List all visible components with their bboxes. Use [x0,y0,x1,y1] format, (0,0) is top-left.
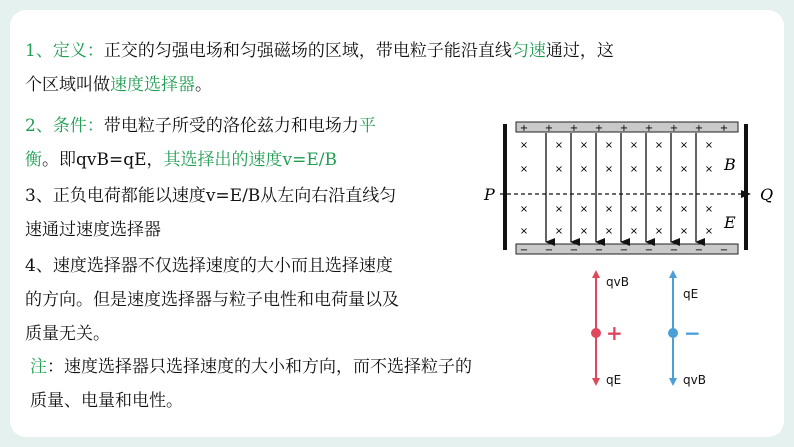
point-4-line-3: 质量无关。 [25,324,110,344]
magnetic-field-mark: × [579,204,589,215]
plate-plus-sign: + [694,123,704,134]
plate-minus-sign: − [594,245,604,256]
note [30,350,472,418]
label-e: E [724,213,736,232]
positive-sign: + [606,321,623,345]
negative-up-label: qE [683,287,699,301]
point-1 [25,34,614,102]
magnetic-field-mark: × [604,140,614,151]
point-3 [25,179,396,247]
point-4-line-1: 4、速度选择器不仅选择速度的大小而且选择速度 [25,256,393,276]
magnetic-field-mark: × [679,164,689,175]
magnetic-field-mark: × [519,204,529,215]
plate-minus-sign: − [694,245,704,256]
plate-plus-sign: + [669,123,679,134]
velocity-selector-diagram [482,116,782,260]
point-1-prefix: 1、定义： [25,41,104,61]
point-2-highlight-b: 衡 [25,150,42,170]
magnetic-field-mark: × [704,140,714,151]
magnetic-field-mark: × [554,164,564,175]
magnetic-field-mark: × [604,226,614,237]
left-boundary-bar [503,124,507,250]
plate-plus-sign: + [644,123,654,134]
plate-minus-sign: − [719,245,729,256]
plate-minus-sign: − [519,245,529,256]
plate-plus-sign: + [619,123,629,134]
note-colon: ： [47,357,64,377]
note-line-2: 质量、电量和电性。 [30,391,183,411]
negative-sign: − [684,321,701,345]
point-1-text-b: 通过，这 [545,41,614,61]
magnetic-field-mark: × [519,226,529,237]
label-b: B [724,155,736,174]
label-p: P [484,185,495,204]
point-3-line-2: 速通过速度选择器 [25,220,161,240]
magnetic-field-mark: × [679,204,689,215]
negative-down-label: qvB [683,373,706,387]
note-line-1 [30,350,472,384]
plate-minus-sign: − [544,245,554,256]
magnetic-field-mark: × [554,226,564,237]
point-2-line-1 [25,109,376,143]
point-2-prefix: 2、条件： [25,116,104,136]
plate-plus-sign: + [719,123,729,134]
plate-plus-sign: + [519,123,529,134]
point-4-line-2: 的方向。但是速度选择器与粒子电性和电荷量以及 [25,290,399,310]
plate-plus-sign: + [569,123,579,134]
magnetic-field-mark: × [654,226,664,237]
force-diagram [578,268,718,388]
plate-minus-sign: − [619,245,629,256]
point-2-highlight-c: 其选择出的速度v=E/B [163,150,337,170]
magnetic-field-mark: × [604,204,614,215]
positive-up-label: qvB [606,275,629,289]
magnetic-field-mark: × [704,226,714,237]
plate-minus-sign: − [644,245,654,256]
point-3-line-1: 3、正负电荷都能以速度v=E/B从左向右沿直线匀 [25,186,397,206]
magnetic-field-mark: × [579,226,589,237]
magnetic-field-mark: × [629,140,639,151]
magnetic-field-mark: × [679,140,689,151]
note-text-a: 速度选择器只选择速度的大小和方向，而不选择粒子的 [64,357,472,377]
magnetic-field-mark: × [654,204,664,215]
magnetic-field-mark: × [704,204,714,215]
point-2 [25,109,376,177]
point-2-text-a: 带电粒子所受的洛伦兹力和电场力 [103,116,359,136]
magnetic-field-mark: × [654,140,664,151]
label-q: Q [760,185,774,204]
plate-minus-sign: − [569,245,579,256]
magnetic-field-mark: × [579,140,589,151]
point-4 [25,249,399,351]
magnetic-field-mark: × [604,164,614,175]
plate-plus-sign: + [544,123,554,134]
magnetic-field-mark: × [579,164,589,175]
point-1-text-d: 。 [195,75,212,95]
negative-charge-dot [668,328,678,338]
point-1-highlight-selector: 速度选择器 [110,75,195,95]
point-1-highlight-uniform: 匀速 [511,41,546,61]
plate-plus-sign: + [594,123,604,134]
slide [10,10,784,437]
magnetic-field-mark: × [554,204,564,215]
magnetic-field-mark: × [629,226,639,237]
right-boundary-bar [744,124,748,250]
magnetic-field-mark: × [629,204,639,215]
magnetic-field-mark: × [554,140,564,151]
magnetic-field-mark: × [654,164,664,175]
magnetic-field-mark: × [704,164,714,175]
magnetic-field-mark: × [519,140,529,151]
point-2-line-2 [25,143,376,177]
magnetic-field-mark: × [679,226,689,237]
magnetic-field-mark: × [629,164,639,175]
positive-charge-dot [591,328,601,338]
point-1-text-a: 正交的匀强电场和匀强磁场的区域，带电粒子能沿直线 [103,41,512,61]
point-2-highlight-a: 平 [358,116,376,136]
point-1-line-1 [25,34,614,68]
note-label: 注 [30,357,47,377]
positive-down-label: qE [606,373,622,387]
point-1-line-2 [25,68,614,102]
point-2-text-b: 。即qvB=qE， [42,150,164,170]
point-1-text-c: 个区域叫做 [25,75,110,95]
plate-minus-sign: − [669,245,679,256]
magnetic-field-mark: × [519,164,529,175]
